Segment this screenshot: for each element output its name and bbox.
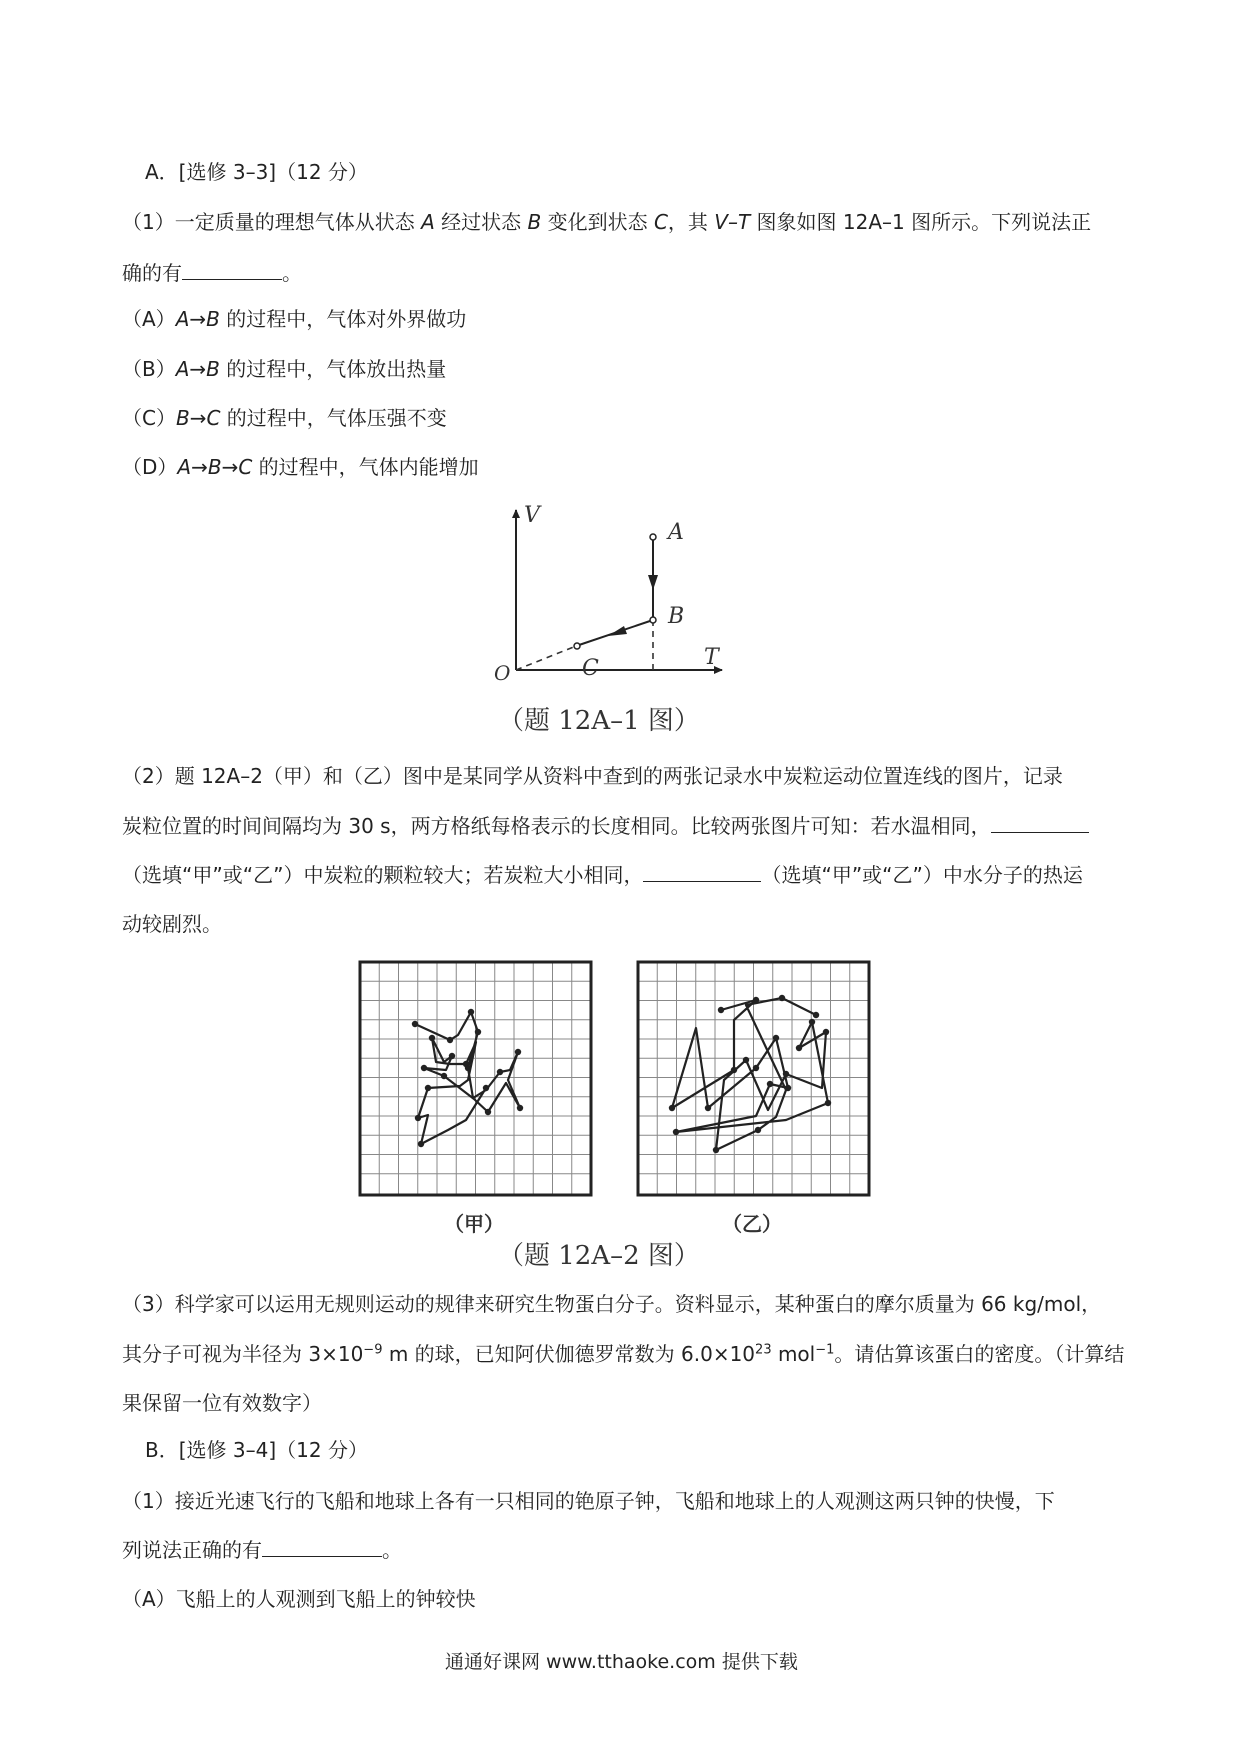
option-label: （A）	[122, 307, 176, 331]
fig2-label-jia: （甲）	[444, 1212, 504, 1236]
q1-stem-line1	[122, 208, 1091, 236]
exp-mol: −1	[815, 1342, 835, 1358]
q1-option-b[interactable]	[122, 355, 446, 383]
grid-jia-lines	[360, 962, 591, 1195]
q1-text-c: 变化到状态	[541, 210, 654, 234]
exp-radius: −9	[363, 1342, 383, 1358]
option-expr: A→B	[175, 357, 220, 381]
grid-yi	[636, 960, 872, 1198]
q3-line2-a: 其分子可视为半径为 3×10	[122, 1342, 364, 1366]
q2-line2-text: 炭粒位置的时间间隔均为 30 s，两方格纸每格表示的长度相同。比较两张图片可知：若水温相同，	[122, 814, 991, 838]
grid-jia	[358, 960, 594, 1198]
q3-line1: （3）科学家可以运用无规则运动的规律来研究生物蛋白分子。资料显示，某种蛋白的摩尔质量为 66 kg/mol，	[122, 1292, 1102, 1316]
point-c-label: C	[582, 656, 599, 681]
point-a	[650, 534, 656, 540]
q2-line3-text-b: （选填“甲”或“乙”）中水分子的热运	[761, 863, 1083, 887]
q3-line2-d: 。请估算该蛋白的密度。（计算结	[834, 1342, 1125, 1366]
option-label: （C）	[122, 406, 176, 430]
q1-text-a: （1）一定质量的理想气体从状态	[122, 210, 422, 234]
var-c: C	[653, 210, 668, 234]
q1-stem-line2	[122, 259, 302, 287]
b-q1-option-a[interactable]: （A）飞船上的人观测到飞船上的钟较快	[122, 1587, 476, 1611]
fig2-caption: （题 12A–2 图）	[498, 1241, 700, 1271]
option-text: 的过程中，气体内能增加	[252, 455, 479, 479]
option-text: 的过程中，气体放出热量	[219, 357, 447, 381]
b-q1-line1: （1）接近光速飞行的飞船和地球上各有一只相同的铯原子钟，飞船和地球上的人观测这两只钟的快慢，下	[122, 1489, 1055, 1513]
fig1-caption: （题 12A–1 图）	[498, 706, 700, 736]
q1-text-line2: 确的有	[122, 261, 182, 285]
q2-line4: 动较剧烈。	[122, 912, 222, 936]
b-q1-line2	[122, 1536, 402, 1564]
q1-text-b: 经过状态	[434, 210, 528, 234]
q2-line3-text-a: （选填“甲”或“乙”）中炭粒的颗粒较大；若炭粒大小相同，	[122, 863, 644, 887]
option-expr: A→B→C	[177, 455, 253, 479]
section-a-heading: A．[选修 3–3]（12 分）	[145, 160, 368, 184]
var-vt: V–T	[714, 210, 751, 234]
q3-line2-c: mol	[771, 1342, 816, 1366]
vt-diagram	[490, 500, 750, 700]
origin-label: O	[494, 661, 511, 685]
q1-option-d[interactable]	[122, 453, 479, 481]
q1-text-line2-end: 。	[282, 261, 302, 285]
dashed-oc	[516, 646, 576, 670]
q1-answer-blank[interactable]	[182, 259, 282, 280]
exp-avogadro: 23	[755, 1342, 772, 1358]
section-b-heading: B．[选修 3–4]（12 分）	[145, 1438, 368, 1462]
option-label: （D）	[122, 455, 178, 479]
option-expr: B→C	[175, 406, 221, 430]
arrow-bc	[608, 626, 627, 636]
q2-line3	[122, 861, 1083, 889]
q1-option-c[interactable]	[122, 404, 447, 432]
footer: 通通好课网 www.tthaoke.com 提供下载	[445, 1651, 798, 1673]
q1-option-a[interactable]	[122, 305, 466, 333]
q1-text-e: 图象如图 12A–1 图所示。下列说法正	[750, 210, 1092, 234]
v-axis-label: V	[524, 503, 540, 528]
fig2-label-yi: （乙）	[722, 1212, 782, 1236]
q1-text-d: ，其	[667, 210, 715, 234]
t-axis-label: T	[704, 645, 719, 670]
point-b	[650, 617, 656, 623]
option-expr: A→B	[175, 307, 220, 331]
var-a: A	[421, 210, 435, 234]
option-label: （B）	[122, 357, 176, 381]
q2-line2	[122, 812, 1089, 840]
point-c	[574, 643, 580, 649]
b-q1-answer-blank[interactable]	[262, 1536, 382, 1557]
b-q1-line2-end: 。	[382, 1538, 402, 1562]
option-text: 的过程中，气体对外界做功	[219, 307, 467, 331]
point-a-label: A	[668, 520, 684, 545]
q2-answer-blank-2[interactable]	[643, 861, 761, 882]
b-q1-line2-text: 列说法正确的有	[122, 1538, 262, 1562]
arrow-ab	[648, 575, 658, 590]
q3-line3: 果保留一位有效数字）	[122, 1391, 322, 1415]
q3-line2	[122, 1340, 1124, 1368]
var-b: B	[527, 210, 542, 234]
option-text: 的过程中，气体压强不变	[220, 406, 447, 430]
q3-line2-b: m 的球，已知阿伏伽德罗常数为 6.0×10	[382, 1342, 756, 1366]
q2-line1: （2）题 12A–2（甲）和（乙）图中是某同学从资料中查到的两张记录水中炭粒运动位置连线的图片，记录	[122, 764, 1063, 788]
point-b-label: B	[668, 604, 685, 629]
q2-answer-blank-1[interactable]	[991, 812, 1089, 833]
